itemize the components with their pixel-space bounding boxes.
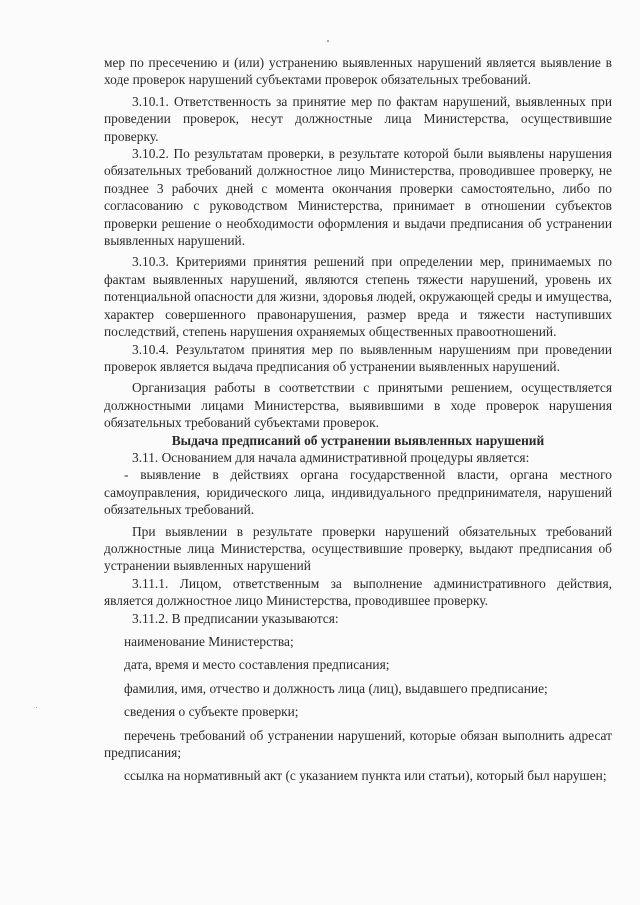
- paragraph-3-10-4: 3.10.4. Результатом принятия мер по выявленным нарушениям при проведении проверок является выдача предписания об устранении выявленных нарушений.: [104, 341, 612, 374]
- list-item: наименование Министерства;: [124, 634, 294, 649]
- list-item: дата, время и место составления предписания;: [124, 657, 390, 673]
- paragraph-organization: Организация работы в соответствии с принятыми решением, осуществляется должностными лицами Министерства, выявившими в ходе проверок нарушения обязательных требований субъектами проверок.: [104, 380, 612, 431]
- document-body: [104, 54, 612, 785]
- scan-dot: [327, 40, 329, 42]
- list-item: фамилия, имя, отчество и должность лица (лиц), выдавшего предписание;: [124, 680, 548, 696]
- paragraph-3-10-1: 3.10.1. Ответственность за принятие мер по фактам нарушений, выявленных при проведении проверок, несут должностные лица Министерства, осуществившие проверку.: [104, 93, 612, 144]
- list-item: перечень требований об устранении нарушений, которые обязан выполнить адресат предписания;: [104, 727, 612, 761]
- paragraph-continuation: мер по пресечению и (или) устранению выявленных нарушений является выявление в ходе проверок нарушений субъектами проверок обязательных требований.: [104, 55, 612, 88]
- paragraph-detection: При выявлении в результате проверки нарушений обязательных требований должностные лица Министерства, осуществившие проверку, выдают предписания об устранении выявленных нарушений: [104, 523, 612, 574]
- paragraph-3-10-2: 3.10.2. По результатам проверки, в результате которой были выявлены нарушения обязательных требований должностное лицо Министерства, проводившее проверку, не позднее 3 рабочих дней с момента окончания проверки самостоятельно, либо по согласованию с руководством Министерства, принимает в отношении субъектов проверки решение о необходимости оформления и выдачи предписания об устранении выявленных нарушений.: [104, 146, 612, 249]
- section-heading: Выдача предписаний об устранении выявленных нарушений: [171, 432, 545, 448]
- list-item: ссылка на нормативный акт (с указанием пункта или статьи), который был нарушен;: [124, 768, 607, 784]
- paragraph-3-11: 3.11. Основанием для начала административной процедуры является:: [132, 449, 530, 465]
- list-item-violation: - выявление в действиях органа государственной власти, органа местного самоуправления, юридического лица, индивидуального предпринимателя, нарушений обязательных требований.: [104, 467, 612, 518]
- scan-dot: [36, 707, 37, 708]
- paragraph-3-11-1: 3.11.1. Лицом, ответственным за выполнение административного действия, является должностное лицо Министерства, проводившее проверку.: [104, 575, 612, 609]
- paragraph-3-11-2: 3.11.2. В предписании указываются:: [132, 610, 339, 626]
- list-item: сведения о субъекте проверки;: [124, 704, 299, 720]
- paragraph-3-10-3: 3.10.3. Критериями принятия решений при определении мер, принимаемых по фактам выявленных нарушений, являются степень тяжести нарушений, уровень их потенциальной опасности для жизни, здоровья людей, окружающей среды и имущества, характер совершенного правонарушения, размер вреда и тяжести наступивших последствий, степень нарушения охраняемых общественных правоотношений.: [104, 254, 612, 340]
